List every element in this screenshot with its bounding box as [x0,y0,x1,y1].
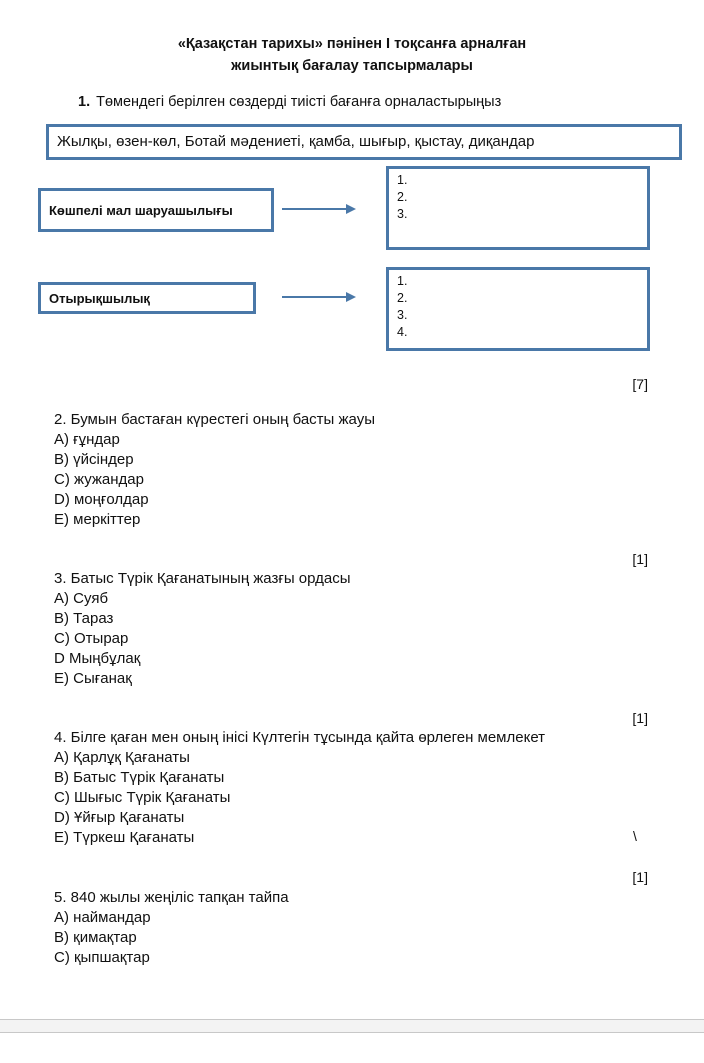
answer-option[interactable]: A) наймандар [54,909,151,926]
answer-slot[interactable]: 1. [397,274,408,288]
answer-option[interactable]: E) меркіттер [54,511,141,528]
answer-option[interactable]: B) қимақтар [54,929,137,946]
answer-option[interactable]: A) ғұндар [54,431,120,448]
answer-slot[interactable]: 2. [397,291,408,305]
category-sedentary-answer-box[interactable] [386,267,650,351]
answer-option[interactable]: D) Ұйғыр Қағанаты [54,809,185,826]
category-nomadic-label [38,188,274,232]
answer-option[interactable]: C) жужандар [54,471,144,488]
answer-slot[interactable]: 3. [397,308,408,322]
answer-slot[interactable]: 4. [397,325,408,339]
category-nomadic-text: Көшпелі мал шаруашылығы [49,202,233,218]
answer-option[interactable]: C) қыпшақтар [54,949,150,966]
q1-word-bank: Жылқы, өзен-көл, Ботай мәдениеті, қамба, шығыр, қыстау, диқандар [46,124,682,160]
answer-option[interactable]: C) Шығыс Түрік Қағанаты [54,789,231,806]
q4-score: [1] [632,869,648,885]
q4-block [54,728,545,848]
q2-text: 2. Бумын бастаған күрестегі оның басты жауы [54,411,375,428]
answer-option[interactable]: D) моңғолдар [54,491,149,508]
arrow-right-icon [282,290,358,304]
page-bottom-rule [0,1019,704,1033]
category-sedentary-label [38,282,256,314]
answer-option[interactable]: B) Тараз [54,610,114,627]
answer-option[interactable]: D Мыңбұлақ [54,650,141,667]
document-title-line1: «Қазақстан тарихы» пәнінен I тоқсанға арналған [177,36,527,52]
q2-score: [1] [632,551,648,567]
answer-option[interactable]: B) үйсіндер [54,451,134,468]
category-sedentary-text: Отырықшылық [49,290,150,306]
answer-slot[interactable]: 1. [397,173,408,187]
answer-option[interactable]: A) Қарлұқ Қағанаты [54,749,190,766]
q3-score: [1] [632,710,648,726]
answer-option[interactable]: E) Түркеш Қағанаты [54,829,195,846]
q1-text: Төмендегі берілген сөздерді тиісті бағанға орналастырыңыз [96,94,502,110]
answer-slot[interactable]: 2. [397,190,408,204]
answer-option[interactable]: C) Отырар [54,630,129,647]
q4-text: 4. Білге қаған мен оның інісі Күлтегін тұсында қайта өрлеген мемлекет [54,729,546,746]
q3-text: 3. Батыс Түрік Қағанатының жазғы ордасы [54,570,351,587]
answer-slot[interactable]: 3. [397,207,408,221]
answer-option[interactable]: A) Суяб [54,590,109,607]
q5-block [54,888,289,968]
arrow-right-icon [282,202,358,216]
stray-mark: \ [633,828,637,844]
document-title-line2: жиынтық бағалау тапсырмалары [231,58,473,74]
q2-block [54,410,375,530]
q1-heading [78,94,501,110]
q1-score: [7] [632,376,648,392]
q5-text: 5. 840 жылы жеңіліс тапқан тайпа [54,889,289,906]
q3-block [54,569,351,689]
answer-option[interactable]: E) Сығанақ [54,670,132,687]
category-nomadic-answer-box[interactable] [386,166,650,250]
q1-number: 1. [78,94,91,110]
answer-option[interactable]: B) Батыс Түрік Қағанаты [54,769,225,786]
